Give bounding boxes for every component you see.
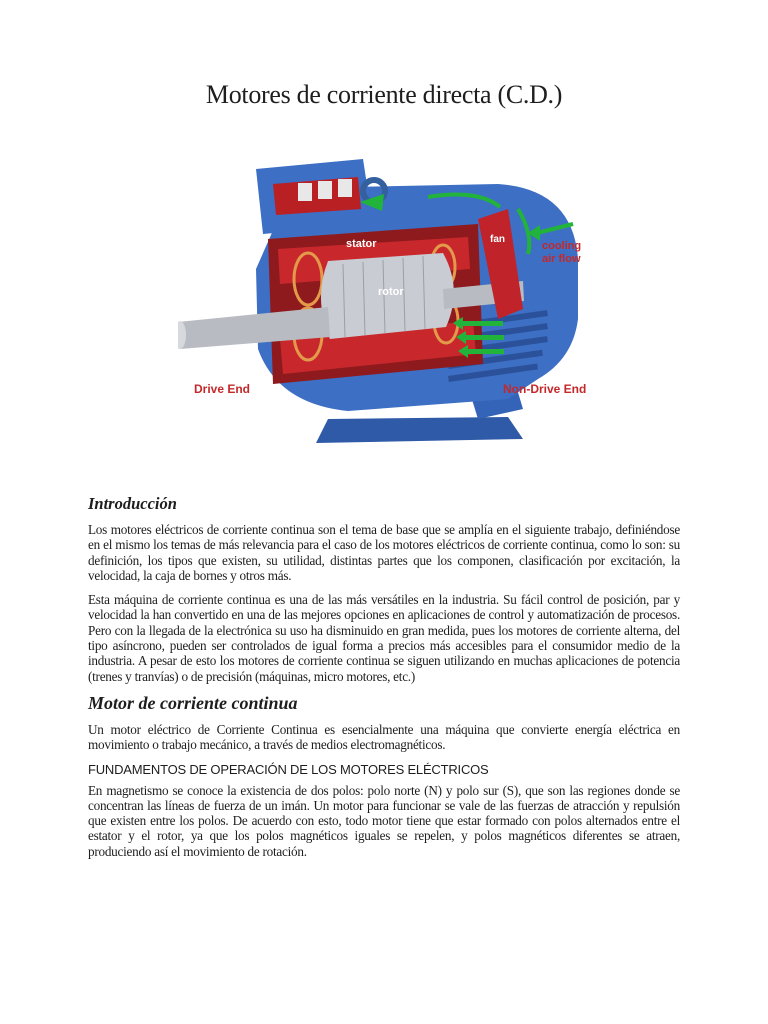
- label-cooling: cooling: [542, 240, 582, 252]
- paragraph-fundamentos-1: En magnetismo se conoce la existencia de dos polos: polo norte (N) y polo sur (S), que son las regiones donde se concentran las líneas de fuerza de un imán. Un motor para funcionar se vale de las fuerzas de atracción y repulsión que existen entre los polos. De acuerdo con esto, todo motor tiene que estar formado con polos alternados entre el estator y el rotor, ya que los polos magnéticos iguales se repelen, y polos magnéticos diferentes se atraen, produciendo así el movimiento de rotación.: [88, 782, 680, 859]
- motor-cutaway-figure: [178, 149, 594, 453]
- page-title: Motores de corriente directa (C.D.): [205, 80, 563, 109]
- label-air-flow: air flow: [542, 253, 581, 265]
- motor-cutaway-illustration: [178, 149, 594, 453]
- section-heading-fundamentos: FUNDAMENTOS DE OPERACIÓN DE LOS MOTORES ELÉCTRICOS: [88, 761, 489, 777]
- paragraph-intro-2: Esta máquina de corriente continua es una de las más versátiles en la industria. Su fácil control de posición, par y velocidad la han convertido en una de las mejores opciones en aplicaciones de control y automatización de procesos. Pero con la llegada de la electrónica su uso ha disminuido en gran medida, pues los motores de corriente alterna, del tipo asíncrono, pueden ser controlados de igual forma a precios más accesibles para el consumidor medio de la industria. A pesar de esto los motores de corriente continua se siguen utilizando en muchas aplicaciones de potencia (trenes y tranvías) o de precisión (máquinas, micro motores, etc.): [88, 592, 680, 684]
- paragraph-intro-1: Los motores eléctricos de corriente continua son el tema de base que se amplía en el siguiente trabajo, definiéndose en el mismo los temas de más relevancia para el caso de los motores eléctricos de corriente continua, como lo son: su definición, los tipos que existen, su utilidad, distintas partes que los componen, clasificación por excitación, la velocidad, la caja de bornes y otros más.: [88, 522, 680, 583]
- label-drive-end: Drive End: [194, 382, 251, 396]
- section-heading-introduccion: Introducción: [88, 494, 177, 513]
- label-stator: stator: [346, 238, 377, 250]
- section-heading-motor: Motor de corriente continua: [88, 692, 298, 713]
- label-rotor: rotor: [378, 286, 404, 298]
- article-body: [88, 494, 680, 868]
- motor-foot: [316, 417, 523, 443]
- label-non-drive-end: Non-Drive End: [503, 382, 587, 396]
- paragraph-motor-1: Un motor eléctrico de Corriente Continua es esencialmente una máquina que convierte energía eléctrica en movimiento o trabajo mecánico, a través de medios electromagnéticos.: [88, 721, 680, 753]
- label-fan: fan: [490, 234, 505, 245]
